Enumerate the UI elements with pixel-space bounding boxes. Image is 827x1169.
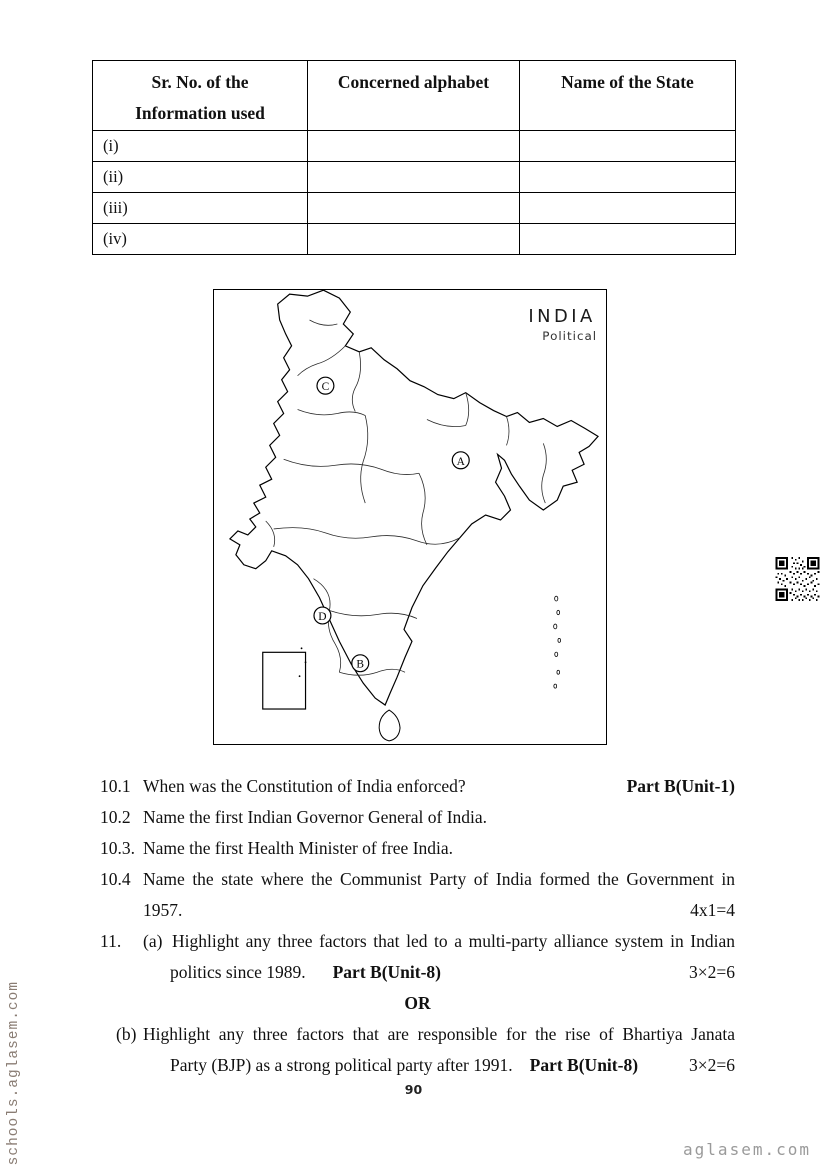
table-header-state: Name of the State: [520, 61, 736, 131]
or-separator: [100, 988, 735, 1019]
question-10-4-line1: [100, 864, 735, 895]
table-header-srno: [93, 61, 308, 131]
table-row: [93, 162, 736, 193]
answer-table: [92, 60, 736, 255]
map-title: INDIA: [528, 305, 596, 327]
map-marker-c-label: C: [321, 381, 330, 394]
question-10-4-text: Name the state where the Communist Party of India formed the Government in: [143, 869, 735, 889]
question-10-3-number: 10.3.: [100, 838, 135, 858]
page-number: 90: [404, 1082, 423, 1097]
question-10-1-text: When was the Constitution of India enforced?: [143, 776, 466, 796]
table-header-srno-line2: Information used: [135, 103, 265, 123]
question-10-4-text-continued: 1957.: [143, 900, 183, 920]
table-row: [93, 224, 736, 255]
question-11a-label: (a): [143, 931, 163, 951]
question-11a-text: Highlight any three factors that led to a multi-party alliance system in Indian: [172, 931, 735, 951]
question-11a-line1: [100, 926, 735, 957]
table-cell-alphabet: [308, 131, 520, 162]
question-11a-text-continued: politics since 1989.: [170, 962, 306, 982]
question-11b-marks: 3×2=6: [689, 1055, 735, 1075]
question-10-4-line2: [100, 895, 735, 926]
table-cell-state: [520, 131, 736, 162]
map-marker-b: [352, 655, 369, 672]
question-11b-label: (b): [116, 1024, 137, 1044]
andaman-islands: [554, 596, 561, 688]
question-10-1-number: 10.1: [100, 776, 131, 796]
india-outline: [230, 290, 598, 705]
map-marker-d-label: D: [318, 610, 327, 623]
table-header-row: [93, 61, 736, 131]
question-11a-line2: [100, 957, 735, 988]
or-label: OR: [404, 993, 431, 1013]
question-10-2: [100, 802, 735, 833]
watermark-left: schools.aglasem.com: [6, 980, 22, 1165]
question-10-4-number: 10.4: [100, 869, 131, 889]
map-marker-c: [317, 377, 334, 394]
map-marker-a: [452, 452, 469, 469]
question-11a-part-label: Part B(Unit-8): [332, 962, 441, 982]
india-political-map: [213, 289, 607, 745]
questions-section: [100, 771, 735, 1081]
question-10-2-text: Name the first Indian Governor General of India.: [143, 807, 488, 827]
table-cell-alphabet: [308, 162, 520, 193]
question-10-1-part-label: Part B(Unit-1): [626, 776, 735, 796]
table-cell-state: [520, 162, 736, 193]
question-10-2-number: 10.2: [100, 807, 131, 827]
table-cell-alphabet: [308, 193, 520, 224]
table-cell-state: [520, 224, 736, 255]
table-cell-state: [520, 193, 736, 224]
table-header-alphabet: Concerned alphabet: [308, 61, 520, 131]
map-marker-d: [314, 607, 331, 624]
question-11-number: 11.: [100, 931, 122, 951]
table-cell-srno: (iv): [93, 224, 308, 255]
table-cell-srno: (i): [93, 131, 308, 162]
india-map-svg: [214, 290, 606, 744]
question-10-3-text: Name the first Health Minister of free India.: [143, 838, 454, 858]
question-10-4-marks: 4x1=4: [690, 900, 735, 920]
question-11b-text-continued: Party (BJP) as a strong political party after 1991.: [170, 1055, 513, 1075]
watermark-bottom-right: aglasem.com: [683, 1140, 811, 1159]
table-row: [93, 193, 736, 224]
table-row: [93, 131, 736, 162]
sri-lanka-outline: [379, 710, 400, 741]
qr-code: [774, 557, 821, 601]
map-marker-a-label: A: [456, 455, 465, 468]
map-subtitle: Political: [542, 328, 598, 343]
table-cell-srno: (iii): [93, 193, 308, 224]
question-10-1: [100, 771, 735, 802]
table-cell-srno: (ii): [93, 162, 308, 193]
question-11a-marks: 3×2=6: [689, 962, 735, 982]
map-legend-box: [263, 652, 306, 709]
question-10-3: [100, 833, 735, 864]
map-marker-b-label: B: [356, 658, 365, 671]
question-11b-text: Highlight any three factors that are responsible for the rise of Bhartiya Janata: [143, 1024, 735, 1044]
question-11b-line1: [100, 1019, 735, 1050]
table-header-srno-line1: Sr. No. of the: [151, 72, 249, 92]
table-cell-alphabet: [308, 224, 520, 255]
question-11b-part-label: Part B(Unit-8): [529, 1055, 639, 1075]
question-11b-line2: [100, 1050, 735, 1081]
